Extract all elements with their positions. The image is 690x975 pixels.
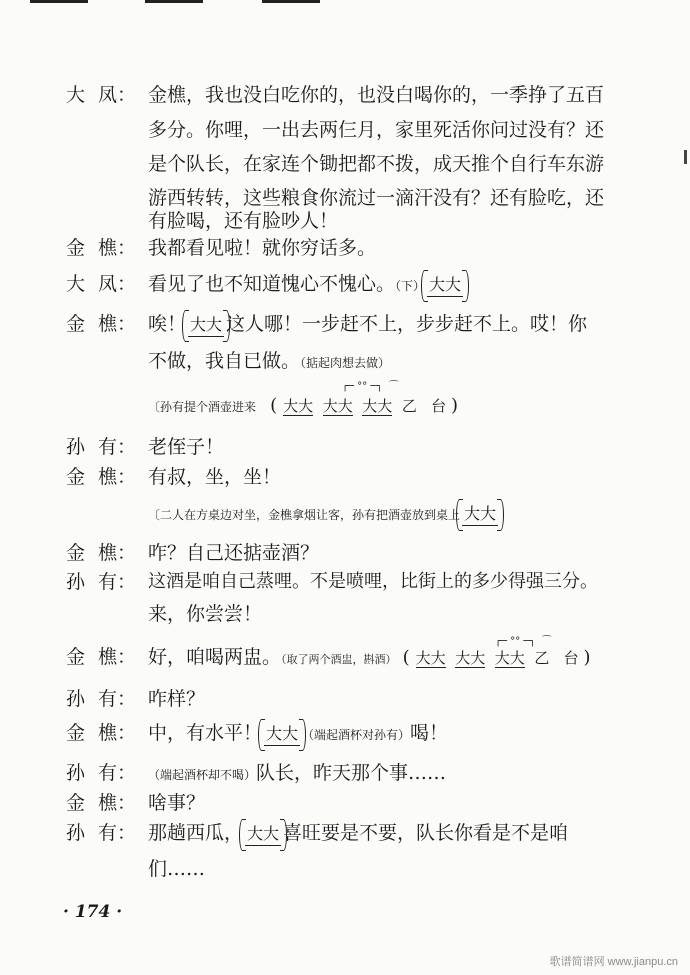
dialogue-line: 这酒是咱自己蒸哩。不是喷哩，比街上的多少得强三分。 [148, 571, 598, 592]
percussion-mark: 大大 [264, 723, 300, 746]
dialogue-line: 那趟西瓜， 大大 喜旺要是不要，队长你看是不是咱 [148, 822, 569, 844]
speaker-label: 金 樵： [66, 237, 137, 259]
dialogue-line: 咋？自己还掂壶酒？ [148, 542, 320, 564]
speaker-label: 孙 有： [66, 762, 137, 784]
speaker-label: 孙 有： [66, 436, 137, 458]
speaker-label: 金 樵： [66, 722, 137, 744]
top-rule [262, 0, 320, 3]
watermark: 歌谱简谱网 www.jianpu.cn [549, 956, 678, 968]
dialogue-line: 是个队长，在家连个锄把都不拨，成天推个自行车东游 [148, 153, 605, 175]
dialogue-line: 中，有水平！ 大大 （端起酒杯对孙有）喝！ [148, 722, 449, 744]
speaker-label: 金 樵： [66, 466, 137, 488]
speaker-label: 大 凤： [66, 273, 137, 295]
dialogue-line: （端起酒杯却不喝）队长，昨天那个事…… [148, 762, 447, 784]
dialogue-line: 多分。你哩，一出去两仨月，家里死活你问过没有？还 [148, 119, 605, 141]
dialogue-line: 有脸喝，还有脸吵人！ [148, 210, 339, 232]
dialogue-line: 们…… [148, 858, 206, 880]
top-rule [30, 0, 88, 3]
speaker-label: 金 樵： [66, 646, 137, 668]
edge-mark [684, 150, 687, 164]
dialogue-line: 啥事？ [148, 792, 206, 814]
dialogue-line: 游西转转，这些粮食你流过一滴汗没有？还有脸吃，还 [148, 187, 605, 209]
dialogue-line: 唉！ 大大 这人哪！一步赶不上，步步赶不上。哎！你 [148, 313, 588, 335]
stage-direction: 〔二人在方桌边对坐，金樵拿烟让客，孙有把酒壶放到桌上 大大 [148, 502, 500, 526]
dialogue-line: 好，咱喝两盅。（取了两个酒盅，斟酒） ( 大大 大大 大大 乙 台 ) [148, 646, 591, 668]
dialogue-line: 我都看见啦！就你穷话多。 [148, 237, 377, 259]
dialogue-line: 咋样？ [148, 688, 206, 710]
speaker-label: 孙 有： [66, 822, 137, 844]
speaker-label: 大 凤： [66, 84, 137, 106]
speaker-label: 金 樵： [66, 792, 137, 814]
top-rule [145, 0, 203, 3]
dialogue-line: 老侄子！ [148, 436, 225, 458]
stage-direction: 〔孙有提个酒壶进来 ( 大大 大大 大大 乙 台 ) [148, 395, 458, 416]
rhythm-marks: ┌─ °° ─┐ ⌒ [342, 381, 399, 392]
page-number: · 174 · [63, 902, 123, 922]
percussion-mark: 大大 [188, 314, 224, 337]
speaker-label: 金 樵： [66, 542, 137, 564]
dialogue-line: 看见了也不知道愧心不愧心。（下） 大大 [148, 273, 462, 295]
percussion-mark: 大大 [245, 823, 281, 846]
dialogue-line: 来，你尝尝！ [148, 603, 263, 625]
dialogue-line: 有叔，坐，坐！ [148, 466, 282, 488]
rhythm-marks: ┌─ °° ─┐ ⌒ [495, 636, 552, 647]
dialogue-line: 金樵，我也没白吃你的，也没白喝你的，一季挣了五百 [148, 84, 605, 106]
speaker-label: 孙 有： [66, 688, 137, 710]
speaker-label: 金 樵： [66, 313, 137, 335]
percussion-mark: 大大 [427, 274, 463, 297]
percussion-sequence: 大大 大大 大大 乙 台 [415, 649, 579, 667]
percussion-mark: 大大 [462, 503, 498, 526]
dialogue-line: 不做，我自已做。（掂起肉想去做） [148, 350, 391, 372]
speaker-label: 孙 有： [66, 571, 137, 593]
percussion-sequence: 大大 大大 大大 乙 台 [283, 397, 447, 415]
